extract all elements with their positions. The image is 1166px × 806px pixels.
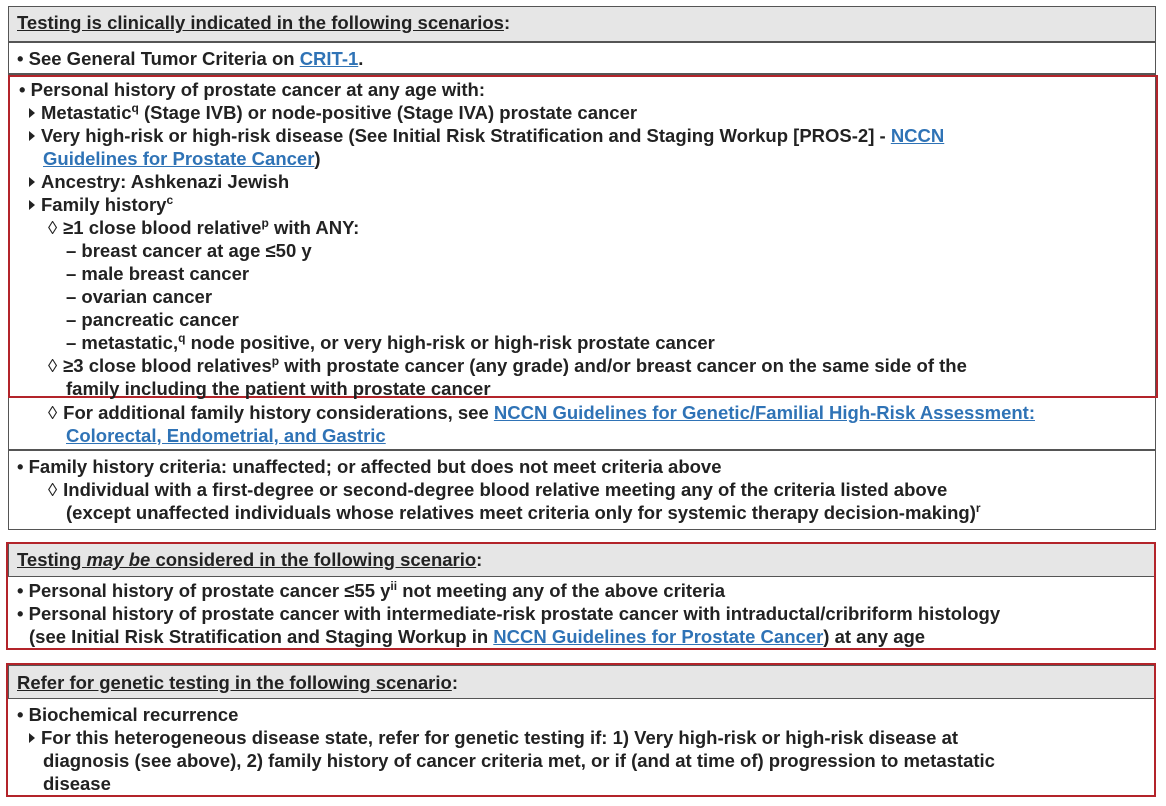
biochemical-line: • Biochemical recurrence bbox=[17, 704, 239, 725]
very-high-risk-line-2: Guidelines for Prostate Cancer) bbox=[43, 148, 321, 169]
personal-history-line: • Personal history of prostate cancer at any age with: bbox=[19, 79, 486, 100]
section2-item2-cont: (see Initial Risk Stratification and Staging Workup in NCCN Guidelines for Prostate Cancer) at any age bbox=[29, 626, 926, 647]
additional-line-2 bbox=[66, 424, 386, 447]
diamond-bullet-icon: ◊ bbox=[48, 479, 58, 500]
nccn-genetic-link[interactable]: NCCN Guidelines for Genetic/Familial High-Risk Assessment: bbox=[493, 402, 1035, 423]
crit-1-link[interactable]: CRIT-1 bbox=[299, 48, 359, 69]
very-high-risk-line: Very high-risk or high-risk disease (See Initial Risk Stratification and Staging Workup [PROS-2] - NCCN bbox=[29, 124, 944, 147]
dash-pancreatic: – pancreatic cancer bbox=[66, 309, 239, 330]
individual-line-2: (except unaffected individuals whose relatives meet criteria only for systemic therapy decision-making)$^r$ bbox=[66, 501, 981, 523]
hetero-line-3: disease bbox=[43, 773, 111, 794]
additional-line: ◊ For additional family history considerations, see NCCN Guidelines for Genetic/Familial High-Risk Assessment: bbox=[48, 402, 1035, 423]
section2-title: Testing may be considered in the following scenario: bbox=[17, 549, 483, 570]
close-relative-line: ◊ ≥1 close blood relative$^p$ with ANY: bbox=[48, 216, 360, 238]
triangle-bullet-icon bbox=[29, 108, 35, 118]
family-criteria-line: • Family history criteria: unaffected; or affected but does not meet criteria above bbox=[17, 456, 722, 477]
dash-male-breast: – male breast cancer bbox=[66, 263, 250, 284]
nccn-prostate-link-cont[interactable]: Guidelines for Prostate Cancer bbox=[43, 148, 315, 169]
dash-breast: – breast cancer at age ≤50 y bbox=[66, 240, 312, 261]
section1-title: Testing is clinically indicated in the following scenarios: bbox=[17, 12, 511, 33]
dash-ovarian: – ovarian cancer bbox=[66, 286, 213, 307]
diamond-bullet-icon: ◊ bbox=[48, 217, 58, 238]
triangle-bullet-icon bbox=[29, 733, 35, 743]
nccn-prostate-link[interactable]: NCCN bbox=[890, 125, 945, 146]
triangle-bullet-icon bbox=[29, 131, 35, 141]
hetero-line: For this heterogeneous disease state, refer for genetic testing if: 1) Very high-risk or high-risk disease at bbox=[29, 726, 958, 749]
crit-line: • See General Tumor Criteria on CRIT-1. bbox=[17, 48, 364, 69]
family-history-line: Family history$^c$ bbox=[29, 193, 173, 216]
hetero-line-2: diagnosis (see above), 2) family history of cancer criteria met, or if (and at time of) progression to metastatic bbox=[43, 750, 995, 771]
nccn-prostate-link-2[interactable]: NCCN Guidelines for Prostate Cancer bbox=[493, 626, 824, 647]
dash-metastatic: – metastatic,$^q$ node positive, or very high-risk or high-risk prostate cancer bbox=[66, 331, 715, 353]
section3-title: Refer for genetic testing in the following scenario: bbox=[17, 672, 458, 693]
triangle-bullet-icon bbox=[29, 200, 35, 210]
three-relatives-line: ◊ ≥3 close blood relatives$^p$ with prostate cancer (any grade) and/or breast cancer on the same side of the bbox=[48, 354, 967, 376]
metastatic-line: Metastatic$^q$ (Stage IVB) or node-positive (Stage IVA) prostate cancer bbox=[29, 101, 637, 124]
diamond-bullet-icon: ◊ bbox=[48, 402, 58, 423]
individual-line: ◊ Individual with a first-degree or second-degree blood relative meeting any of the criteria listed above bbox=[48, 479, 948, 500]
section2-item1: • Personal history of prostate cancer ≤55 $y^{ii}$ not meeting any of the above criteria bbox=[17, 579, 726, 601]
section2-item2: • Personal history of prostate cancer with intermediate-risk prostate cancer with intraductal/cribriform histology bbox=[17, 603, 1001, 624]
ancestry-line: Ancestry: Ashkenazi Jewish bbox=[29, 170, 289, 193]
diamond-bullet-icon: ◊ bbox=[48, 355, 58, 376]
triangle-bullet-icon bbox=[29, 177, 35, 187]
three-relatives-line-2: family including the patient with prostate cancer bbox=[66, 378, 491, 399]
nccn-genetic-link-cont[interactable]: Colorectal, Endometrial, and Gastric bbox=[66, 425, 386, 446]
